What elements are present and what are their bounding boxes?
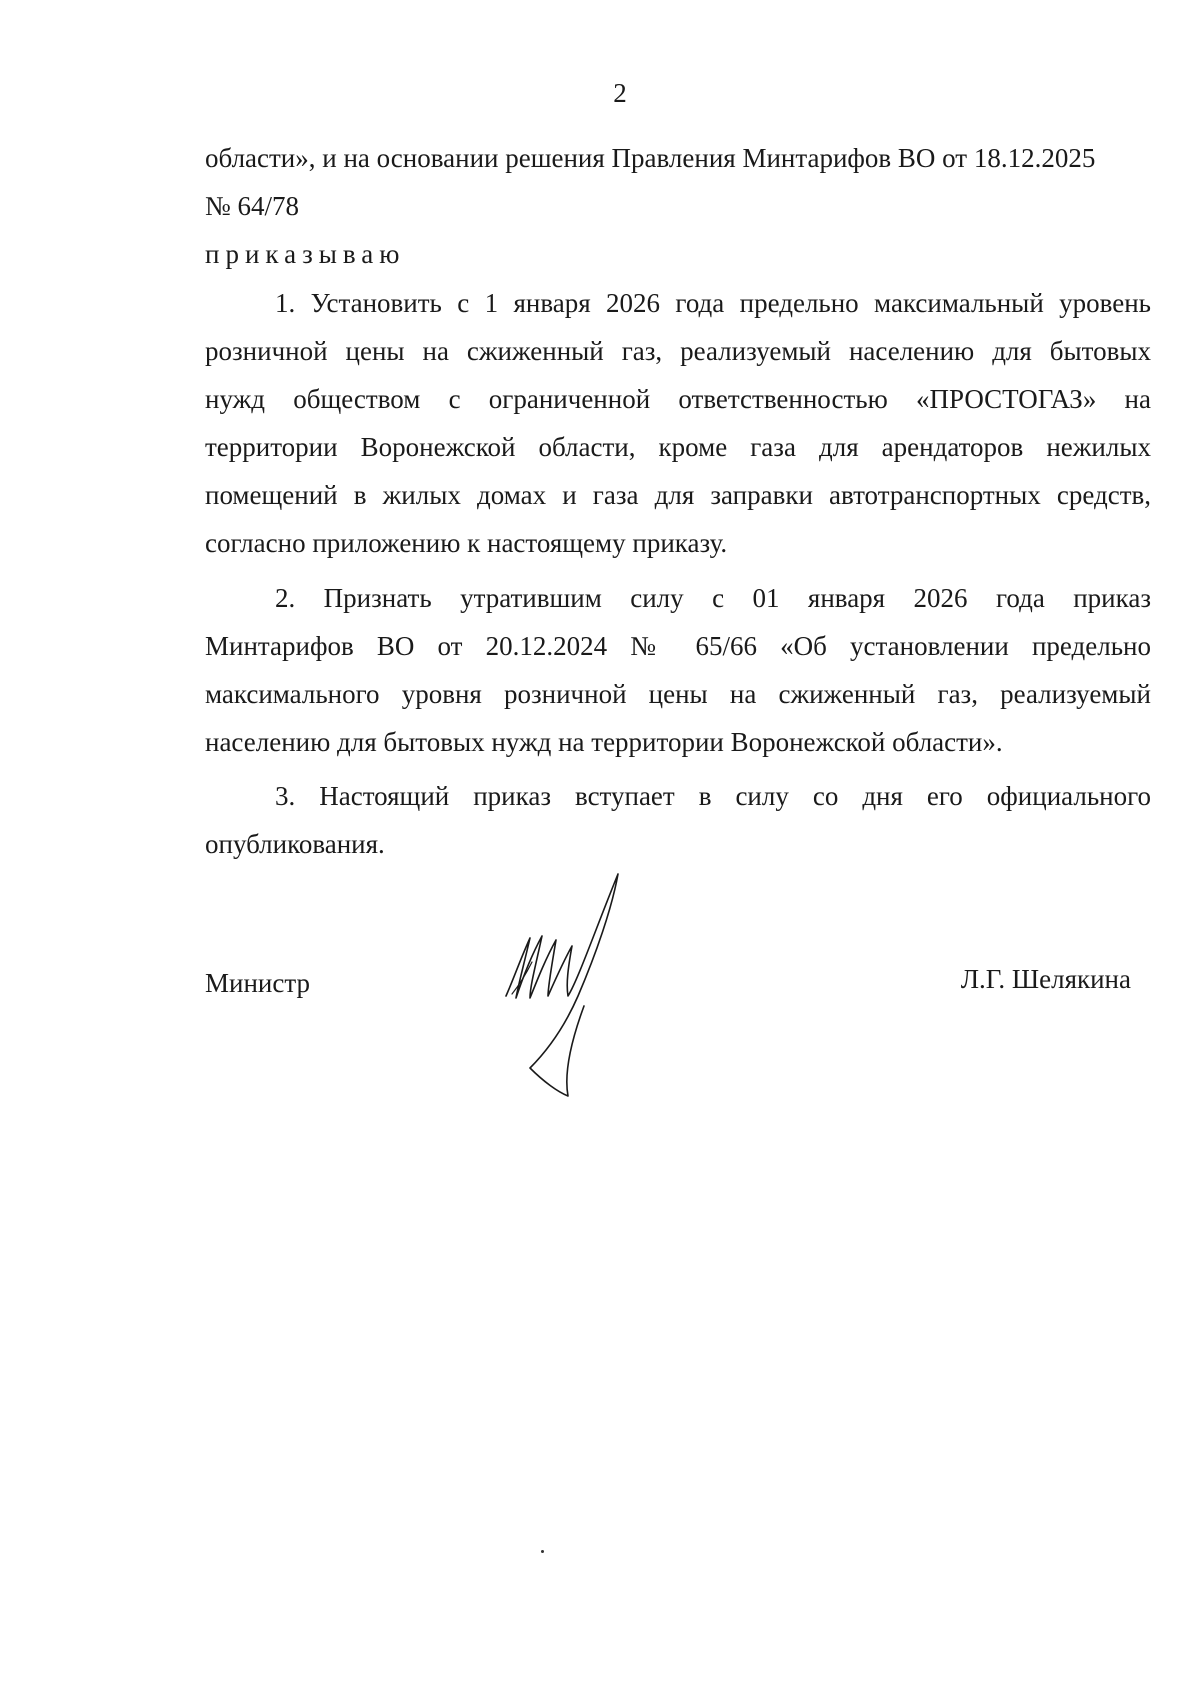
item-line: помещений в жилых домах и газа для заправки автотранспортных средств, bbox=[205, 480, 1151, 510]
item-line: территории Воронежской области, кроме газа для арендаторов нежилых bbox=[205, 432, 1151, 462]
item-line: согласно приложению к настоящему приказу. bbox=[205, 528, 728, 558]
scan-artifact-dot bbox=[541, 1550, 544, 1553]
signatory-title: Министр bbox=[205, 968, 310, 998]
order-item-1 bbox=[205, 279, 1151, 567]
item-line: Минтарифов ВО от 20.12.2024 № 65/66 «Об установлении предельно bbox=[205, 631, 1151, 661]
order-item-3 bbox=[205, 772, 1151, 868]
item-line: 2. Признать утратившим силу с 01 января 2026 года приказ bbox=[275, 583, 1151, 613]
item-line: нужд обществом с ограниченной ответственностью «ПРОСТОГАЗ» на bbox=[205, 384, 1151, 414]
intro-line: области», и на основании решения Правления Минтарифов ВО от 18.12.2025 bbox=[205, 143, 1096, 173]
order-word: приказываю bbox=[205, 239, 406, 269]
order-item-2 bbox=[205, 574, 1151, 766]
item-line: 3. Настоящий приказ вступает в силу со дня его официального bbox=[275, 781, 1151, 811]
item-line: 1. Установить с 1 января 2026 года предельно максимальный уровень bbox=[275, 288, 1151, 318]
order-word-block bbox=[205, 230, 1151, 278]
intro-line: № 64/78 bbox=[205, 191, 300, 221]
page-number: 2 bbox=[613, 78, 627, 108]
item-line: населению для бытовых нужд на территории Воронежской области». bbox=[205, 727, 1003, 757]
item-line: опубликования. bbox=[205, 829, 385, 859]
intro-block bbox=[205, 134, 1151, 230]
signatory-name: Л.Г. Шелякина bbox=[960, 964, 1131, 994]
item-line: розничной цены на сжиженный газ, реализуемый населению для бытовых bbox=[205, 336, 1151, 366]
signature-block bbox=[205, 964, 1151, 1008]
item-line: максимального уровня розничной цены на сжиженный газ, реализуемый bbox=[205, 679, 1151, 709]
